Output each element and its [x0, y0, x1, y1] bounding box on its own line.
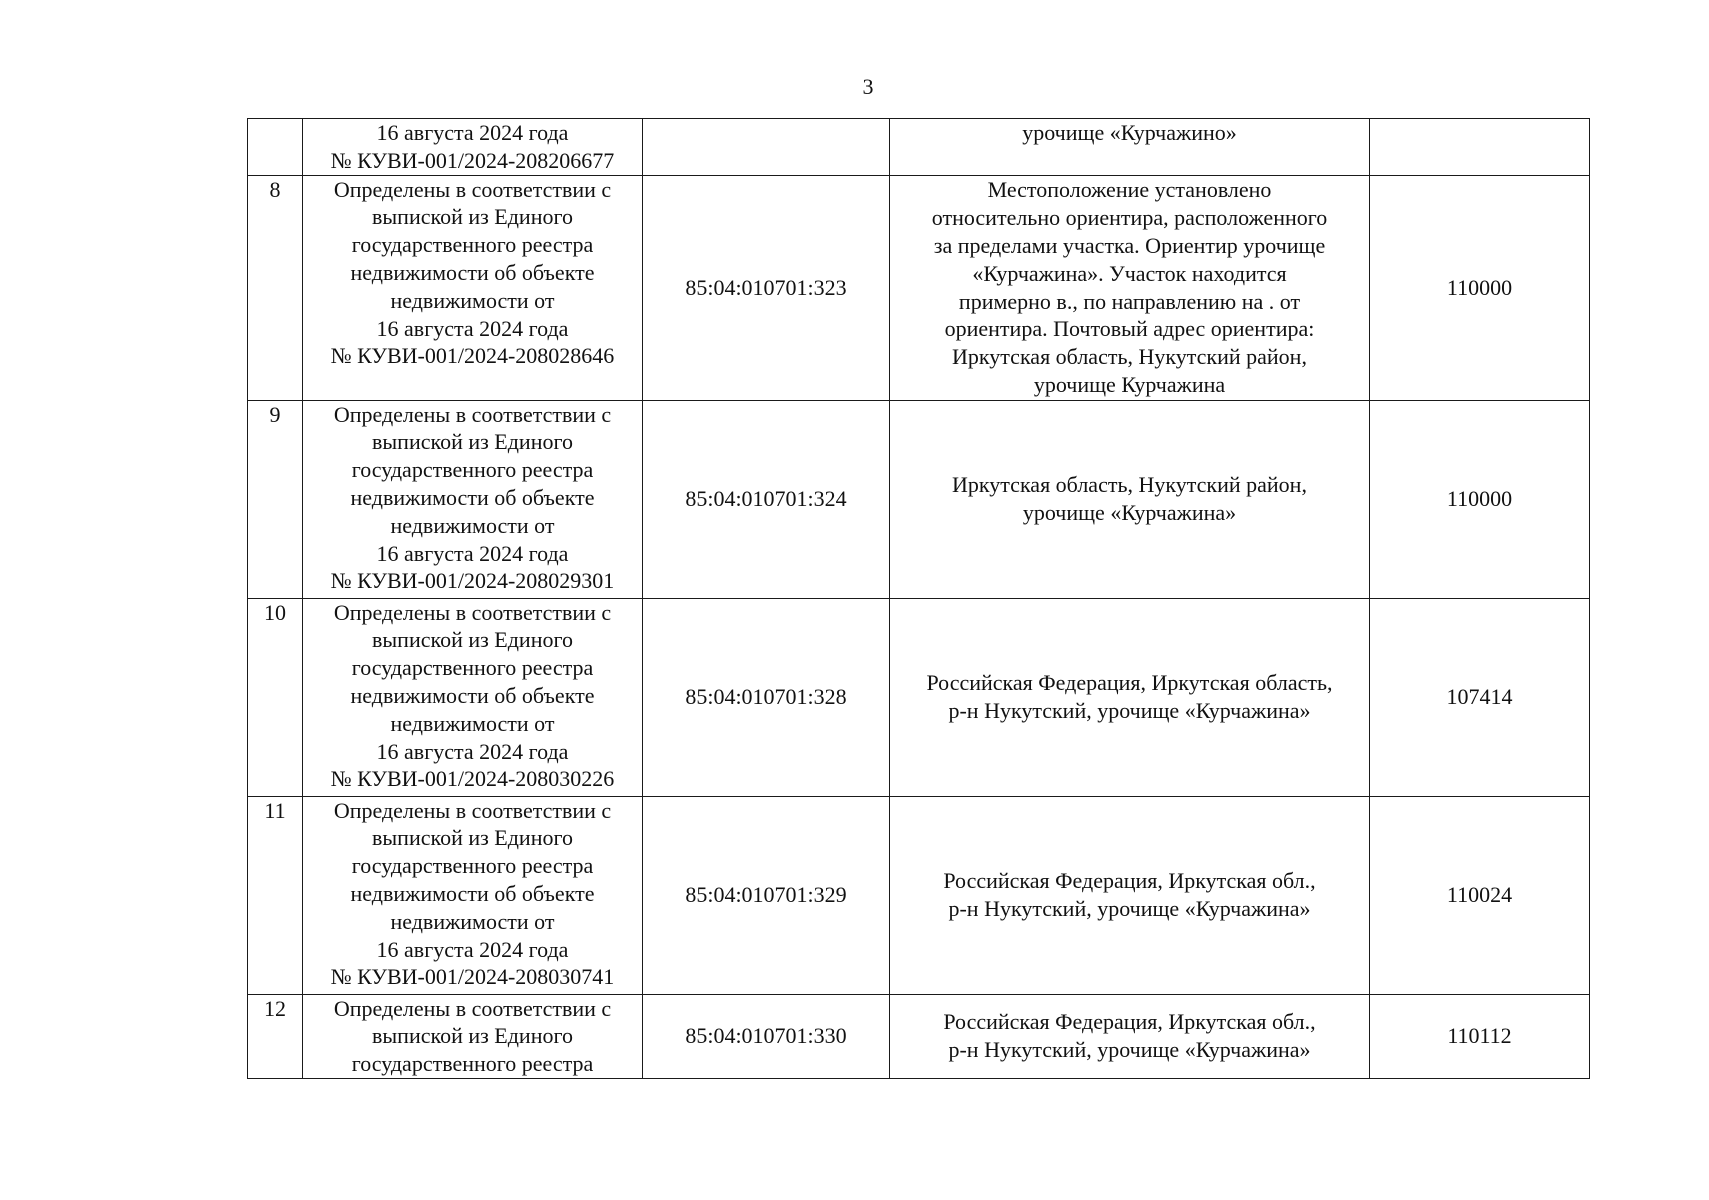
address-cell	[890, 175, 1370, 400]
basis-line: государственного реестра	[351, 232, 594, 258]
page-number: 3	[862, 74, 874, 99]
basis-line: № КУВИ-001/2024-208030741	[330, 964, 615, 990]
basis-line: государственного реестра	[351, 655, 594, 681]
area-cell: 110000	[1370, 400, 1590, 598]
address-line: р-н Нукутский, урочище «Курчажина»	[948, 1037, 1311, 1063]
cadastral-number-cell: 85:04:010701:329	[643, 796, 890, 994]
row-number-cell: 8	[248, 175, 303, 400]
table-row	[248, 598, 1590, 796]
basis-line: Определены в соответствии с	[333, 995, 612, 1021]
address-line: Местоположение установлено	[987, 177, 1272, 203]
address-cell	[890, 119, 1370, 176]
basis-line: выпиской из Единого	[372, 429, 573, 455]
cadastral-number-cell	[643, 119, 890, 176]
row-number-cell: 10	[248, 598, 303, 796]
table-row	[248, 175, 1590, 400]
basis-line: недвижимости от	[390, 710, 555, 736]
address-line: ориентира. Почтовый адрес ориентира:	[944, 316, 1315, 342]
address-cell	[890, 598, 1370, 796]
address-line: «Курчажина». Участок находится	[972, 260, 1287, 286]
cadastral-number-cell: 85:04:010701:323	[643, 175, 890, 400]
address-line: р-н Нукутский, урочище «Курчажина»	[948, 698, 1311, 724]
basis-line: недвижимости от	[390, 512, 555, 538]
basis-line: выпиской из Единого	[372, 204, 573, 230]
address-line: урочище «Курчажина»	[1022, 500, 1237, 526]
basis-line: 16 августа 2024 года	[376, 315, 569, 341]
basis-line: недвижимости от	[390, 908, 555, 934]
table-row	[248, 119, 1590, 176]
land-plots-table	[247, 118, 1590, 1079]
basis-line: недвижимости об объекте	[350, 880, 595, 906]
cadastral-number-cell: 85:04:010701:324	[643, 400, 890, 598]
basis-cell	[303, 400, 643, 598]
basis-cell	[303, 119, 643, 176]
address-line: Иркутская область, Нукутский район,	[952, 472, 1307, 498]
area-cell: 110000	[1370, 175, 1590, 400]
area-cell: 110024	[1370, 796, 1590, 994]
basis-line: недвижимости об объекте	[350, 682, 595, 708]
basis-line: 16 августа 2024 года	[376, 936, 569, 962]
address-cell	[890, 400, 1370, 598]
address-line: примерно в., по направлению на . от	[958, 288, 1301, 314]
address-line: р-н Нукутский, урочище «Курчажина»	[948, 896, 1311, 922]
address-line: Иркутская область, Нукутский район,	[952, 344, 1307, 370]
basis-line: недвижимости об объекте	[350, 484, 595, 510]
basis-line: Определены в соответствии с	[333, 176, 612, 202]
address-line: за пределами участка. Ориентир урочище	[933, 233, 1326, 258]
basis-line: недвижимости об объекте	[350, 259, 595, 285]
basis-line: № КУВИ-001/2024-208030226	[330, 766, 615, 792]
basis-cell	[303, 994, 643, 1078]
basis-line: Определены в соответствии с	[333, 599, 612, 625]
address-line: Российская Федерация, Иркутская обл.,	[943, 868, 1316, 894]
table-row	[248, 994, 1590, 1078]
basis-cell	[303, 796, 643, 994]
row-number-cell	[248, 119, 303, 176]
basis-line: выпиской из Единого	[372, 1023, 573, 1049]
area-cell: 107414	[1370, 598, 1590, 796]
basis-line: государственного реестра	[351, 457, 594, 483]
address-line: Российская Федерация, Иркутская обл.,	[943, 1009, 1316, 1035]
address-cell	[890, 994, 1370, 1078]
row-number-cell: 12	[248, 994, 303, 1078]
basis-line: 16 августа 2024 года	[376, 120, 569, 145]
basis-line: выпиской из Единого	[372, 627, 573, 653]
basis-line: № КУВИ-001/2024-208206677	[330, 147, 615, 173]
address-line: относительно ориентира, расположенного	[931, 205, 1328, 231]
basis-line: № КУВИ-001/2024-208029301	[330, 568, 615, 594]
address-cell	[890, 796, 1370, 994]
basis-line: государственного реестра	[351, 1051, 594, 1077]
basis-line: Определены в соответствии с	[333, 401, 612, 427]
basis-cell	[303, 598, 643, 796]
basis-line: 16 августа 2024 года	[376, 540, 569, 566]
row-number-cell: 11	[248, 796, 303, 994]
table-row	[248, 400, 1590, 598]
basis-line: Определены в соответствии с	[333, 797, 612, 823]
basis-line: выпиской из Единого	[372, 825, 573, 851]
basis-line: № КУВИ-001/2024-208028646	[330, 343, 615, 369]
address-line: урочище Курчажина	[1033, 371, 1226, 397]
row-number-cell: 9	[248, 400, 303, 598]
area-cell	[1370, 119, 1590, 176]
area-cell: 110112	[1370, 994, 1590, 1078]
address-line: урочище «Курчажино»	[1022, 120, 1237, 145]
basis-line: недвижимости от	[390, 287, 555, 313]
address-line: Российская Федерация, Иркутская область,	[926, 670, 1333, 696]
cadastral-number-cell: 85:04:010701:328	[643, 598, 890, 796]
basis-line: государственного реестра	[351, 853, 594, 879]
basis-line: 16 августа 2024 года	[376, 738, 569, 764]
basis-cell	[303, 175, 643, 400]
table-row	[248, 796, 1590, 994]
cadastral-number-cell: 85:04:010701:330	[643, 994, 890, 1078]
